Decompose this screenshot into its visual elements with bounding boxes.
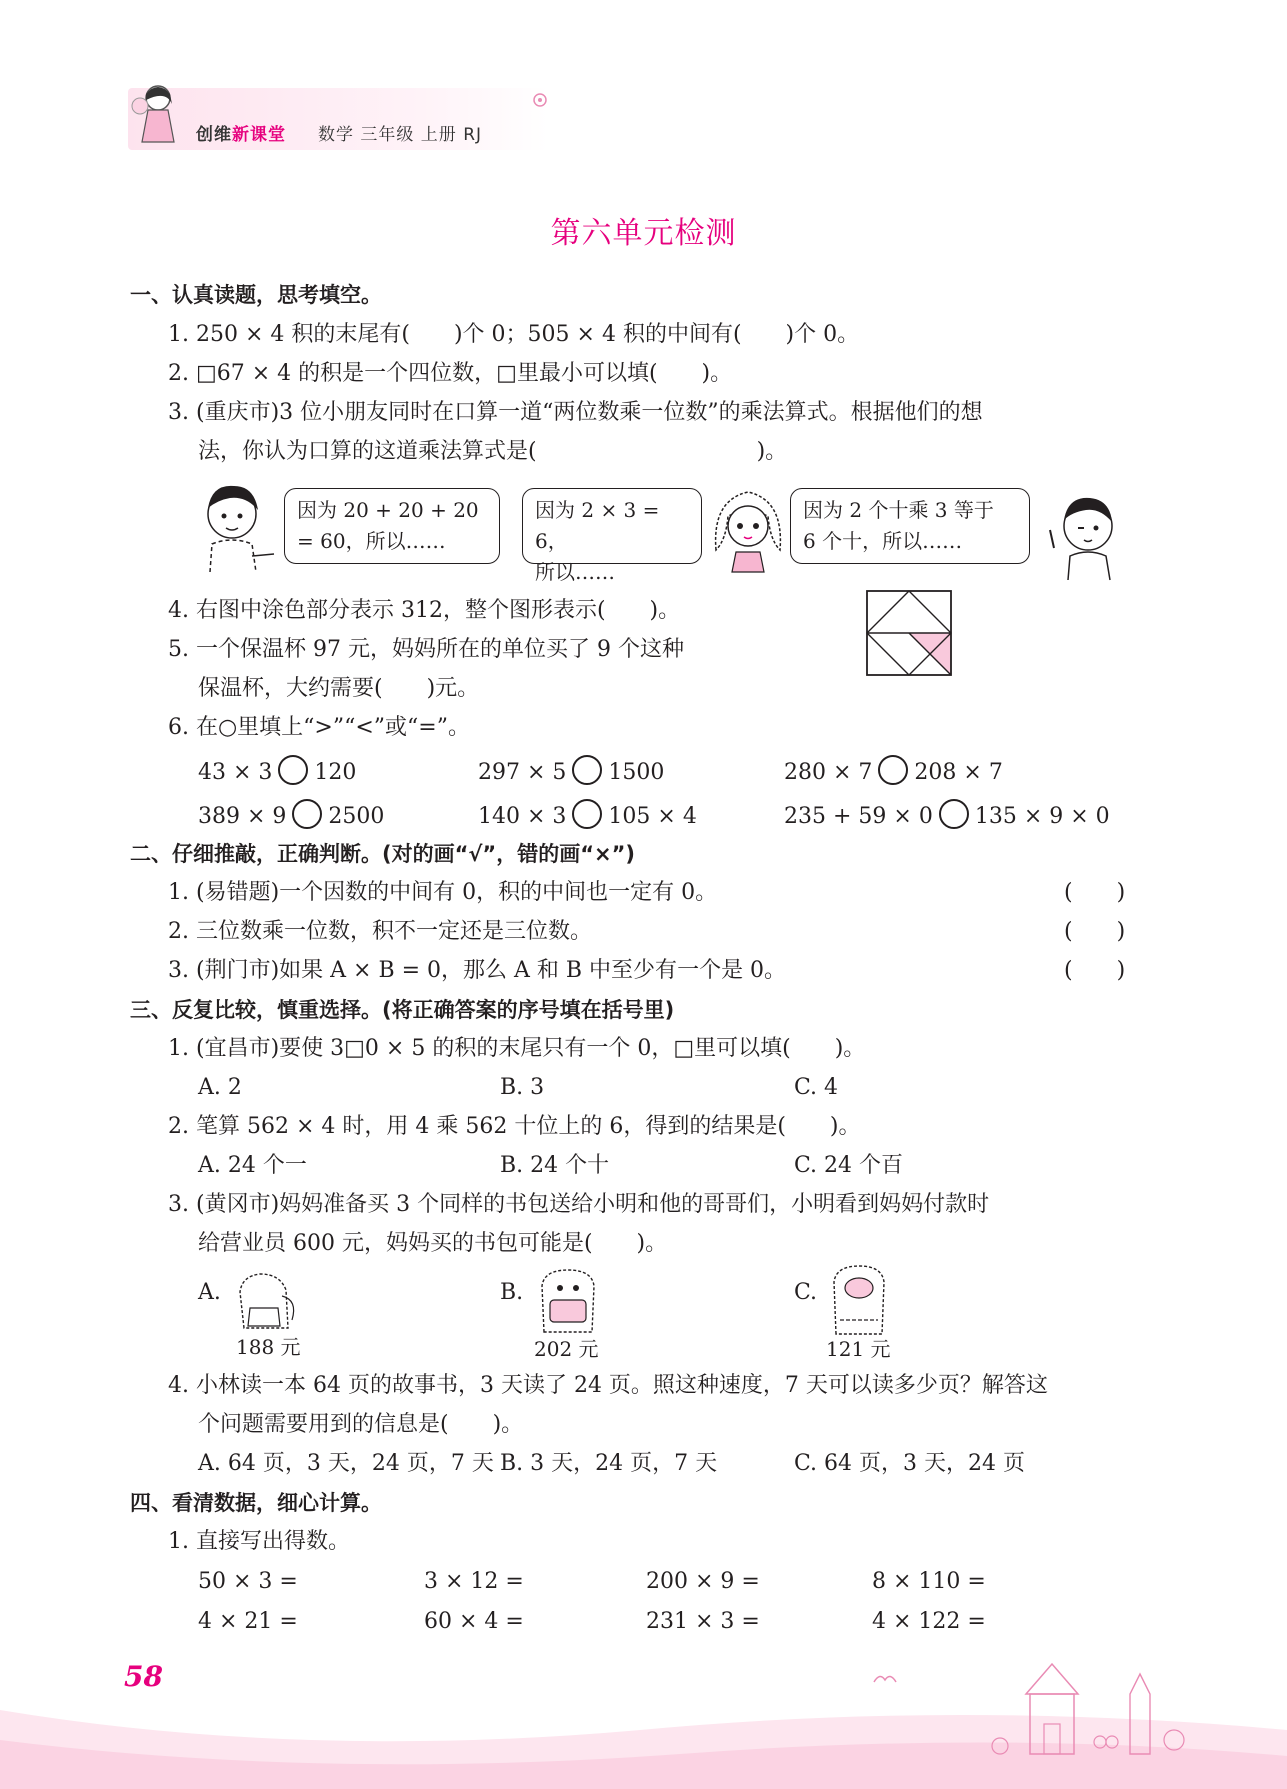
s3-q1-option-c[interactable]: C. 4 xyxy=(794,1075,839,1100)
s3-q3-option-c-label[interactable]: C. xyxy=(794,1280,818,1305)
s1-question-3-line2: 法，你认为口算的这道乘法算式是( )。 xyxy=(198,439,788,464)
boy-winking-cartoon-icon xyxy=(1040,486,1130,582)
calc-item: 231 × 3 = xyxy=(646,1609,760,1634)
section-3-heading: 三、反复比较，慎重选择。(将正确答案的序号填在括号里) xyxy=(130,998,675,1022)
bird-decoration-icon xyxy=(872,1670,898,1690)
bubble-1-line1: 因为 20 + 20 + 20 xyxy=(297,498,479,522)
compare-item: 235 + 59 × 0 135 × 9 × 0 xyxy=(784,799,1110,832)
calc-item: 3 × 12 = xyxy=(424,1569,524,1594)
shaded-square-figure xyxy=(866,590,952,676)
speech-bubble-3 xyxy=(790,488,1030,564)
boy-cartoon-icon xyxy=(190,476,280,576)
s1-question-1: 1. 250 × 4 积的末尾有( )个 0；505 × 4 积的中间有( )个 0。 xyxy=(168,322,860,347)
s2-answer-bracket[interactable]: ( ) xyxy=(1064,919,1126,944)
s1-question-5-line2: 保温杯，大约需要( )元。 xyxy=(198,676,480,701)
compare-circle-icon[interactable] xyxy=(572,799,602,829)
s2-answer-bracket[interactable]: ( ) xyxy=(1064,880,1126,905)
calc-item: 4 × 122 = xyxy=(872,1609,986,1634)
compare-item: 140 × 3 105 × 4 xyxy=(478,799,697,832)
s3-q3-option-b-label[interactable]: B. xyxy=(500,1280,524,1305)
calc-item: 8 × 110 = xyxy=(872,1569,986,1594)
calc-item: 200 × 9 = xyxy=(646,1569,760,1594)
page-title: 第六单元检测 xyxy=(550,216,737,251)
s3-question-2: 2. 笔算 562 × 4 时，用 4 乘 562 十位上的 6，得到的结果是( )。 xyxy=(168,1114,861,1139)
compare-item: 43 × 3 120 xyxy=(198,755,356,788)
cartoon-girl-logo-icon xyxy=(126,80,186,150)
s3-q1-option-b[interactable]: B. 3 xyxy=(500,1075,545,1100)
speech-bubble-1 xyxy=(284,488,500,564)
compare-circle-icon[interactable] xyxy=(939,799,969,829)
s3-q1-option-a[interactable]: A. 2 xyxy=(198,1075,242,1100)
s4-question-1: 1. 直接写出得数。 xyxy=(168,1529,350,1554)
s1-question-6: 6. 在○里填上“>”“<”或“=”。 xyxy=(168,715,470,740)
s2-item-3: 3. (荆门市)如果 A × B = 0，那么 A 和 B 中至少有一个是 0。 xyxy=(168,958,787,983)
compare-circle-icon[interactable] xyxy=(292,799,322,829)
s3-q3-option-a-price: 188 元 xyxy=(236,1335,301,1359)
girl-cartoon-icon xyxy=(708,480,788,576)
s1-question-3-line1: 3. (重庆市)3 位小朋友同时在口算一道“两位数乘一位数”的乘法算式。根据他们的想 xyxy=(168,400,983,425)
s2-item-1: 1. (易错题)一个因数的中间有 0，积的中间也一定有 0。 xyxy=(168,880,718,905)
bubble-2-line2: 所以…… xyxy=(535,560,615,584)
s3-q2-option-b[interactable]: B. 24 个十 xyxy=(500,1153,610,1178)
s1-question-5-line1: 5. 一个保温杯 97 元，妈妈所在的单位买了 9 个这种 xyxy=(168,637,684,662)
header-subtitle: 数学 三年级 上册 RJ xyxy=(318,125,483,145)
s3-q3-option-b-price: 202 元 xyxy=(534,1337,599,1361)
s3-question-4-line2: 个问题需要用到的信息是( )。 xyxy=(198,1412,524,1437)
s2-answer-bracket[interactable]: ( ) xyxy=(1064,958,1126,983)
s2-item-2: 2. 三位数乘一位数，积不一定还是三位数。 xyxy=(168,919,592,944)
s3-question-3-line1: 3. (黄冈市)妈妈准备买 3 个同样的书包送给小明和他的哥哥们，小明看到妈妈付款时 xyxy=(168,1192,990,1217)
compare-circle-icon[interactable] xyxy=(572,755,602,785)
compare-item: 280 × 7 208 × 7 xyxy=(784,755,1003,788)
section-2-heading: 二、仔细推敲，正确判断。(对的画“√”，错的画“×”) xyxy=(130,842,636,866)
header-brand: 创维新课堂 xyxy=(196,125,286,145)
s3-question-3-line2: 给营业员 600 元，妈妈买的书包可能是( )。 xyxy=(198,1231,668,1256)
s3-q2-option-c[interactable]: C. 24 个百 xyxy=(794,1153,904,1178)
s3-q4-option-a[interactable]: A. 64 页，3 天，24 页，7 天 xyxy=(198,1451,494,1476)
compare-circle-icon[interactable] xyxy=(878,755,908,785)
backpack-b-icon xyxy=(532,1266,604,1336)
s3-q2-option-a[interactable]: A. 24 个一 xyxy=(198,1153,307,1178)
calc-item: 4 × 21 = xyxy=(198,1609,298,1634)
s3-q4-option-c[interactable]: C. 64 页，3 天，24 页 xyxy=(794,1451,1026,1476)
page-number: 58 xyxy=(124,1660,163,1693)
backpack-a-icon xyxy=(230,1268,302,1334)
s3-q4-option-b[interactable]: B. 3 天，24 页，7 天 xyxy=(500,1451,718,1476)
s1-question-4: 4. 右图中涂色部分表示 312，整个图形表示( )。 xyxy=(168,598,681,623)
backpack-c-icon xyxy=(826,1264,892,1338)
compare-item: 297 × 5 1500 xyxy=(478,755,664,788)
compare-circle-icon[interactable] xyxy=(278,755,308,785)
s3-q3-option-c-price: 121 元 xyxy=(826,1337,891,1361)
flower-icon xyxy=(530,90,550,110)
s3-q3-option-a-label[interactable]: A. xyxy=(198,1280,221,1305)
s3-question-4-line1: 4. 小林读一本 64 页的故事书，3 天读了 24 页。照这种速度，7 天可以读多少页？解答这 xyxy=(168,1373,1048,1398)
calc-item: 60 × 4 = xyxy=(424,1609,524,1634)
compare-item: 389 × 9 2500 xyxy=(198,799,384,832)
s3-question-1: 1. (宜昌市)要使 3□0 × 5 的积的末尾只有一个 0，□里可以填( )。 xyxy=(168,1036,866,1061)
section-4-heading: 四、看清数据，细心计算。 xyxy=(130,1491,382,1515)
bubble-3-line2: 6 个十，所以…… xyxy=(803,529,963,553)
castle-decoration-icon xyxy=(960,1654,1190,1764)
section-1-heading: 一、认真读题，思考填空。 xyxy=(130,283,382,307)
bubble-1-line2: = 60，所以…… xyxy=(297,529,446,553)
bubble-3-line1: 因为 2 个十乘 3 等于 xyxy=(803,498,994,522)
bubble-2-line1: 因为 2 × 3 = 6， xyxy=(535,498,660,553)
speech-bubble-2 xyxy=(522,488,702,584)
s1-question-2: 2. □67 × 4 的积是一个四位数，□里最小可以填( )。 xyxy=(168,361,733,386)
calc-item: 50 × 3 = xyxy=(198,1569,298,1594)
